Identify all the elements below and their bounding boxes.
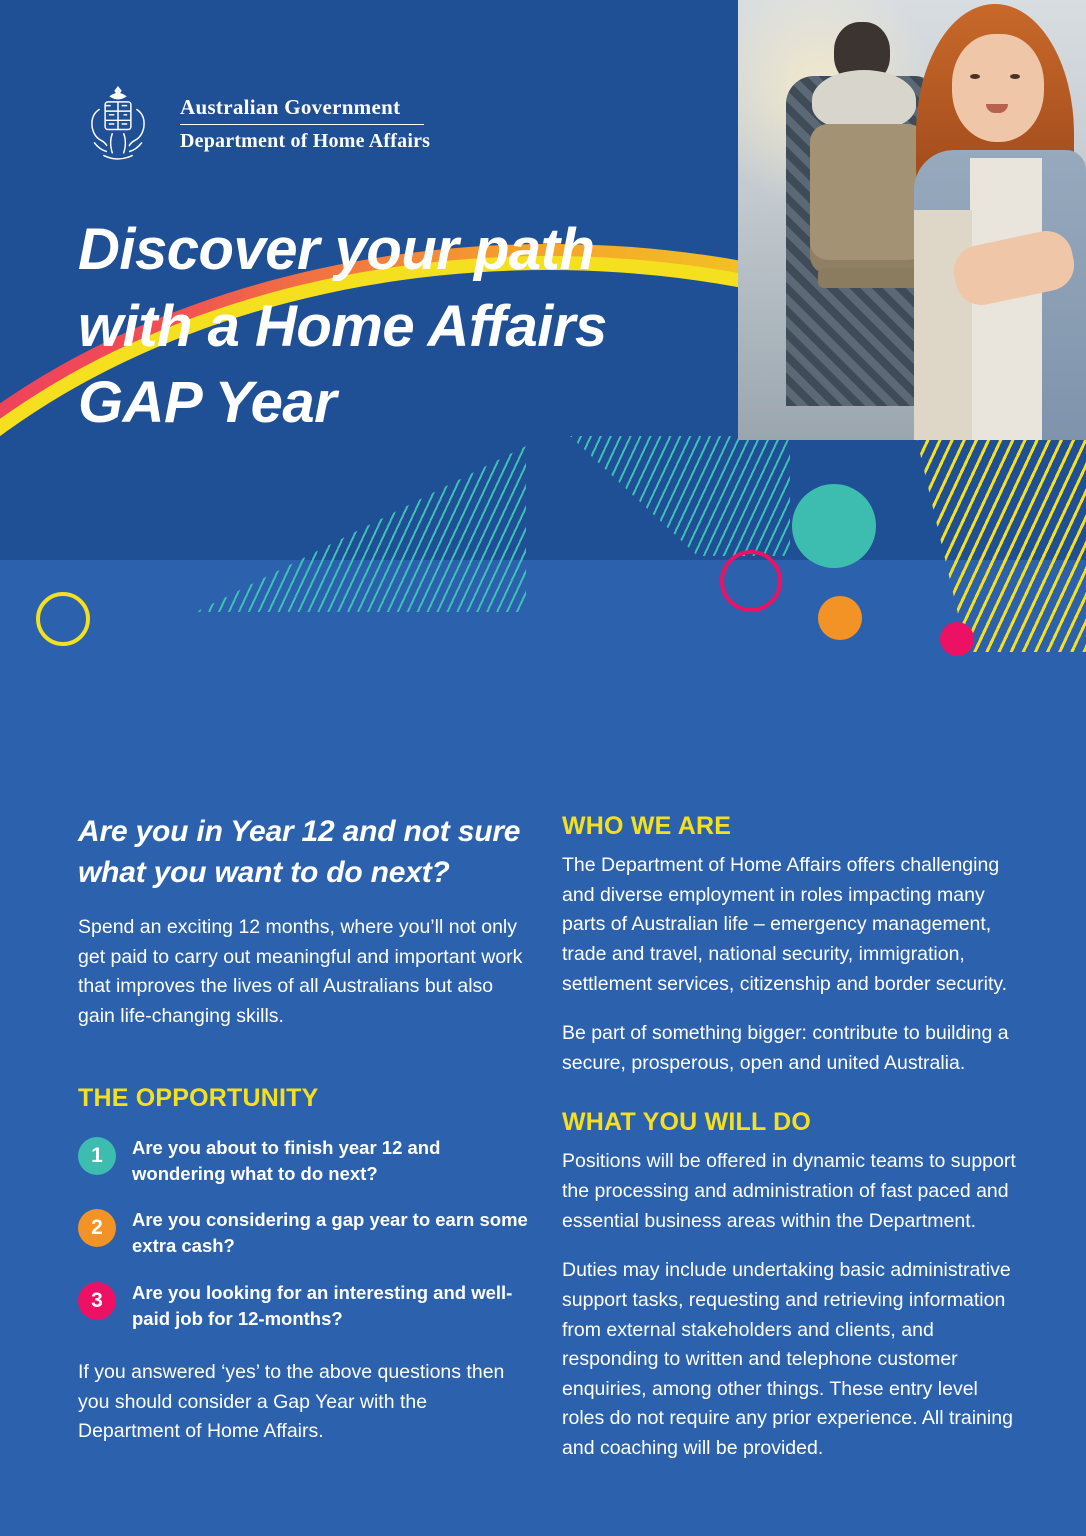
right-column — [562, 812, 1022, 1484]
opportunity-item-3 — [78, 1280, 530, 1333]
opportunity-number-2: 2 — [78, 1209, 116, 1247]
photo-backpack — [810, 124, 926, 274]
photo-backpack-strap — [818, 268, 918, 288]
closing-paragraph: If you answered ‘yes’ to the above questions then you should consider a Gap Year with the Department of Home Affairs. — [78, 1361, 505, 1443]
who-we-are-paragraph-1: The Department of Home Affairs offers challenging and diverse employment in roles impacting many parts of Australian life – emergency management, trade and travel, national security, immigration, settlement services, citizenship and border security. — [562, 854, 1008, 995]
photo-boy-hood — [812, 70, 916, 130]
intro-paragraph: Spend an exciting 12 months, where you’ll not only get paid to carry out meaningful and important work that improves the lives of all Australians but also gain life-changing skills. — [78, 916, 523, 1027]
opportunity-text-3: Are you looking for an interesting and well-paid job for 12-months? — [132, 1281, 513, 1329]
question-title: Are you in Year 12 and not sure what you want to do next? — [78, 815, 521, 889]
what-you-will-do-paragraph-1: Positions will be offered in dynamic teams to support the processing and administration of fast paced and essential business areas within the Department. — [562, 1150, 1016, 1232]
pink-outline-circle-decoration — [720, 550, 782, 612]
who-we-are-heading: WHO WE ARE — [562, 812, 732, 840]
page-title: Discover your path with a Home Affairs GAP Year — [78, 217, 607, 436]
students-photo — [738, 0, 1086, 440]
orange-circle-decoration — [818, 596, 862, 640]
teal-circle-decoration — [792, 484, 876, 568]
australian-coat-of-arms-icon — [72, 78, 164, 170]
who-we-are-paragraph-2: Be part of something bigger: contribute to building a secure, prosperous, open and united Australia. — [562, 1022, 1009, 1074]
government-line: Australian Government — [180, 95, 424, 125]
photo-girl-bag — [914, 210, 972, 440]
opportunity-text-1: Are you about to finish year 12 and wondering what to do next? — [132, 1136, 441, 1184]
photo-girl-eye-left — [970, 74, 980, 79]
photo-girl-eye-right — [1010, 74, 1020, 79]
what-you-will-do-heading: WHAT YOU WILL DO — [562, 1108, 812, 1137]
photo-girl-face — [952, 34, 1044, 142]
yellow-hatch-decoration-2 — [916, 436, 1086, 652]
opportunity-item-2 — [78, 1207, 530, 1260]
opportunity-number-1: 1 — [78, 1137, 116, 1175]
yellow-outline-circle-decoration — [36, 592, 90, 646]
opportunity-number-3: 3 — [78, 1282, 116, 1320]
opportunity-heading: THE OPPORTUNITY — [78, 1083, 319, 1112]
department-line: Department of Home Affairs — [180, 130, 431, 152]
opportunity-text-2: Are you considering a gap year to earn some extra cash? — [132, 1209, 528, 1257]
pink-circle-decoration — [940, 622, 974, 656]
what-you-will-do-paragraph-2: Duties may include undertaking basic administrative support tasks, requesting and retrieving information from external stakeholders and clients, and responding to written and telephone customer enquiries, among other things. These entry level roles do not require any prior experience. All training and coaching will be provided. — [562, 1259, 1013, 1459]
opportunity-item-1 — [78, 1135, 530, 1188]
government-logo — [72, 78, 430, 170]
logo-text-block — [180, 95, 430, 153]
left-column — [78, 812, 530, 1465]
